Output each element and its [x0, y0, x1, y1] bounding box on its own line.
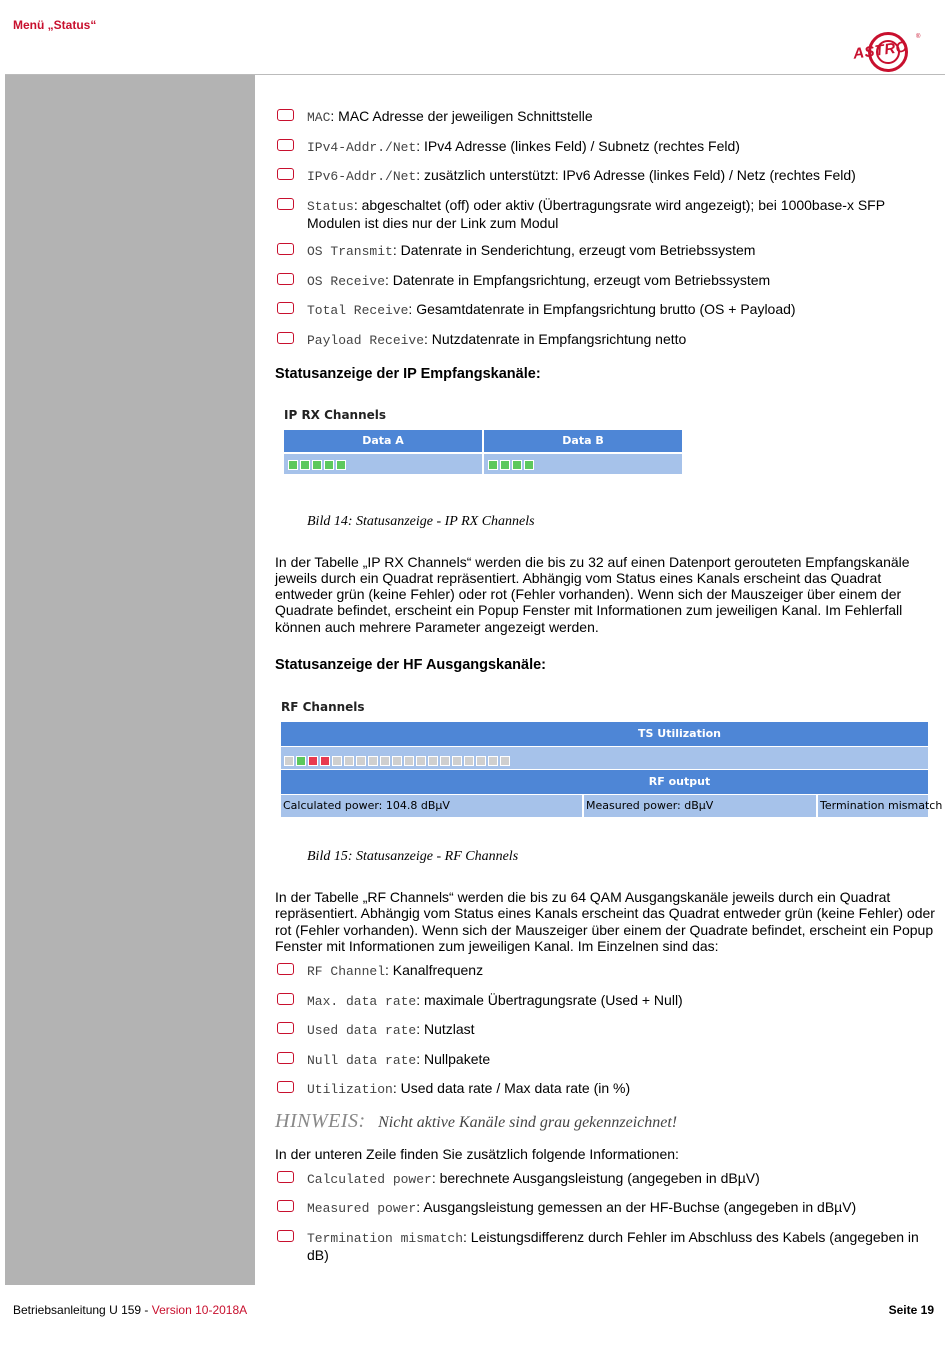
channel-status-square[interactable] — [296, 756, 306, 766]
checkbox-bullet-icon — [277, 302, 294, 314]
rf-paragraph: In der Tabelle „RF Channels“ werden die bis zu 64 QAM Ausgangskanäle jeweils durch ein Quadrat repräsentiert. Abhängig vom Status eines Kanals erscheint das Quadrat entweder grün (keine Fehler) oder rot (Fehler vorhanden). Wenn sich der Mauszeiger über einem der Quadrate befindet, erscheint ein Popup Fenster mit Informationen zum jeweiligen Kanal. Im Einzelnen sind das: — [275, 888, 935, 954]
channel-status-square[interactable] — [500, 460, 510, 470]
checkbox-bullet-icon — [277, 332, 294, 344]
bullet-term: Utilization — [307, 1082, 393, 1098]
channel-status-square[interactable] — [488, 460, 498, 470]
footer-manual — [13, 1303, 247, 1317]
bullet-description: : Leistungsdifferenz durch Fehler im Abschluss des Kabels (angegeben in dB) — [307, 1228, 919, 1263]
calculated-power-cell: Calculated power: 104.8 dBµV — [281, 795, 582, 817]
bullet-term: Termination mismatch — [307, 1230, 464, 1246]
bullet-description: : Datenrate in Senderichtung, erzeugt vom Betriebssystem — [392, 242, 756, 258]
bullet-description: : Nutzdatenrate in Empfangsrichtung netto — [424, 330, 687, 347]
ip-rx-panel — [284, 408, 682, 474]
hint-text: Nicht aktive Kanäle sind grau gekennzeichnet! — [378, 1113, 678, 1131]
channel-status-square[interactable] — [368, 756, 378, 766]
channel-status-square[interactable] — [488, 756, 498, 766]
bullet-term: Max. data rate — [307, 993, 417, 1009]
interface-fields-list — [275, 108, 940, 349]
channel-status-square[interactable] — [416, 756, 426, 766]
lower-row-fields-list — [275, 1170, 940, 1263]
figure-caption-14: Bild 14: Statusanzeige - IP RX Channels — [307, 513, 535, 529]
checkbox-bullet-icon — [277, 1230, 294, 1242]
checkbox-bullet-icon — [277, 273, 294, 285]
channel-status-square[interactable] — [392, 756, 402, 766]
footer-version: Version 10-2018A — [151, 1303, 248, 1317]
bullet-term: Total Receive — [307, 303, 409, 318]
bullet-term: OS Receive — [307, 273, 386, 289]
bullet-description: : Used data rate / Max data rate (in %) — [392, 1080, 631, 1097]
data-b-channels — [484, 454, 682, 474]
channel-status-square[interactable] — [312, 460, 322, 470]
channel-status-square[interactable] — [284, 756, 294, 766]
checkbox-bullet-icon — [277, 139, 294, 151]
channel-status-square[interactable] — [332, 756, 342, 766]
logo-text: ASTRO — [852, 38, 909, 63]
bullet-item — [275, 1021, 940, 1039]
bullet-term: RF Channel — [307, 964, 386, 980]
bullet-term: IPv4-Addr./Net — [307, 139, 417, 155]
ts-utilization-header: TS Utilization — [281, 722, 928, 746]
rf-fields-list — [275, 962, 940, 1098]
bullet-description: : maximale Übertragungsrate (Used + Null) — [416, 991, 683, 1008]
measured-power-cell: Measured power: dBµV — [584, 795, 816, 817]
channel-status-square[interactable] — [440, 756, 450, 766]
bullet-term: Null data rate — [307, 1052, 417, 1068]
bullet-item — [275, 197, 940, 231]
checkbox-bullet-icon — [277, 1171, 294, 1183]
channel-status-square[interactable] — [512, 460, 522, 470]
astro-logo — [850, 30, 922, 74]
channel-status-square[interactable] — [344, 756, 354, 766]
bullet-item — [275, 1170, 940, 1188]
checkbox-bullet-icon — [277, 168, 294, 180]
ip-paragraph: In der Tabelle „IP RX Channels“ werden die bis zu 32 auf einen Datenport gerouteten Empfangskanäle jeweils durch ein Quadrat repräsentiert. Abhängig vom Status eines Kanals erscheint das Quadrat entweder grün (keine Fehler) oder rot (Fehler vorhanden). Wenn sich der Mauszeiger über einem der Quadrate befindet, erscheint ein Popup Fenster mit Informationen zum jeweiligen Kanal. Im Fehlerfall können auch mehrere Parameter angezeigt werden. — [275, 553, 910, 635]
channel-status-square[interactable] — [320, 756, 330, 766]
bullet-item — [275, 331, 940, 349]
channel-status-square[interactable] — [356, 756, 366, 766]
footer-manual-title: Betriebsanleitung U 159 - — [13, 1303, 152, 1317]
checkbox-bullet-icon — [277, 109, 294, 121]
checkbox-bullet-icon — [277, 198, 294, 210]
col-header-data-a: Data A — [284, 430, 482, 452]
bullet-item — [275, 1080, 940, 1098]
hint-label: HINWEIS: — [275, 1109, 366, 1132]
footer-page-number: Seite 19 — [888, 1303, 934, 1317]
bullet-item — [275, 242, 940, 260]
termination-mismatch-cell: Termination mismatch — [818, 795, 928, 817]
rf-panel-title: RF Channels — [281, 699, 365, 714]
bullet-description: : MAC Adresse der jeweiligen Schnittstelle — [330, 108, 593, 124]
logo-registered-mark: ® — [916, 34, 921, 40]
bullet-description: : Kanalfrequenz — [385, 962, 484, 979]
bullet-description: : Ausgangsleistung gemessen an der HF-Buchse (angegeben in dBµV) — [416, 1199, 857, 1216]
checkbox-bullet-icon — [277, 993, 294, 1005]
channel-status-square[interactable] — [452, 756, 462, 766]
channel-status-square[interactable] — [300, 460, 310, 470]
ip-rx-status-row — [284, 454, 682, 474]
checkbox-bullet-icon — [277, 963, 294, 975]
bullet-term: MAC — [307, 110, 331, 125]
channel-status-square[interactable] — [404, 756, 414, 766]
bullet-description: : Nutzlast — [416, 1021, 475, 1038]
bullet-item — [275, 167, 940, 185]
checkbox-bullet-icon — [277, 1081, 294, 1093]
channel-status-square[interactable] — [524, 460, 534, 470]
main-content — [275, 108, 943, 1274]
bullet-term: Payload Receive — [307, 332, 425, 348]
figure-caption-15: Bild 15: Statusanzeige - RF Channels — [307, 848, 519, 864]
rf-output-header: RF output — [281, 770, 928, 794]
bullet-item — [275, 962, 940, 980]
bullet-description: : IPv4 Adresse (linkes Feld) / Subnetz (rechtes Feld) — [416, 137, 740, 154]
bullet-item — [275, 108, 940, 126]
channel-status-square[interactable] — [500, 756, 510, 766]
lower-row-intro: In der unteren Zeile finden Sie zusätzlich folgende Informationen: — [275, 1145, 679, 1162]
bullet-item — [275, 1229, 940, 1263]
ip-rx-panel-title: IP RX Channels — [284, 407, 387, 422]
rf-section-heading: Statusanzeige der HF Ausgangskanäle: — [275, 656, 547, 673]
left-margin-bar — [5, 75, 255, 1285]
bullet-term: Measured power — [307, 1201, 417, 1217]
rf-channel-squares — [281, 747, 928, 769]
bullet-item — [275, 301, 940, 319]
channel-status-square[interactable] — [476, 756, 486, 766]
channel-status-square[interactable] — [380, 756, 390, 766]
checkbox-bullet-icon — [277, 1200, 294, 1212]
channel-status-square[interactable] — [288, 460, 298, 470]
bullet-term: Used data rate — [307, 1023, 417, 1039]
bullet-description: : Nullpakete — [416, 1050, 491, 1067]
bullet-description: : Gesamtdatenrate in Empfangsrichtung brutto (OS + Payload) — [408, 301, 796, 317]
bullet-description: : zusätzlich unterstützt: IPv6 Adresse (linkes Feld) / Netz (rechtes Feld) — [416, 167, 856, 183]
bullet-description: : berechnete Ausgangsleistung (angegeben in dBµV) — [431, 1169, 760, 1186]
hint-box — [275, 1110, 940, 1133]
channel-status-square[interactable] — [464, 756, 474, 766]
checkbox-bullet-icon — [277, 1022, 294, 1034]
checkbox-bullet-icon — [277, 243, 294, 255]
rf-output-row — [281, 795, 943, 817]
bullet-term: IPv6-Addr./Net — [307, 169, 417, 184]
ip-rx-header-row — [284, 430, 682, 452]
col-header-data-b: Data B — [484, 430, 682, 452]
bullet-description: : Datenrate in Empfangsrichtung, erzeugt vom Betriebssystem — [385, 271, 771, 288]
channel-status-square[interactable] — [336, 460, 346, 470]
channel-status-square[interactable] — [308, 756, 318, 766]
section-title: Menü „Status“ — [13, 18, 97, 32]
channel-status-square[interactable] — [324, 460, 334, 470]
bullet-item — [275, 272, 940, 290]
bullet-description: : abgeschaltet (off) oder aktiv (Übertragungsrate wird angezeigt); bei 1000base-x SFP Modulen ist dies nur der Link zum Modul — [307, 196, 885, 231]
ip-section-heading: Statusanzeige der IP Empfangskanäle: — [275, 365, 541, 382]
channel-status-square[interactable] — [428, 756, 438, 766]
bullet-item — [275, 1199, 940, 1217]
bullet-item — [275, 1051, 940, 1069]
bullet-item — [275, 138, 940, 156]
bullet-item — [275, 992, 940, 1010]
rf-panel — [281, 699, 943, 817]
data-a-channels — [284, 454, 482, 474]
checkbox-bullet-icon — [277, 1052, 294, 1064]
bullet-term: Status — [307, 198, 354, 214]
bullet-term: Calculated power — [307, 1171, 432, 1187]
bullet-term: OS Transmit — [307, 244, 393, 259]
